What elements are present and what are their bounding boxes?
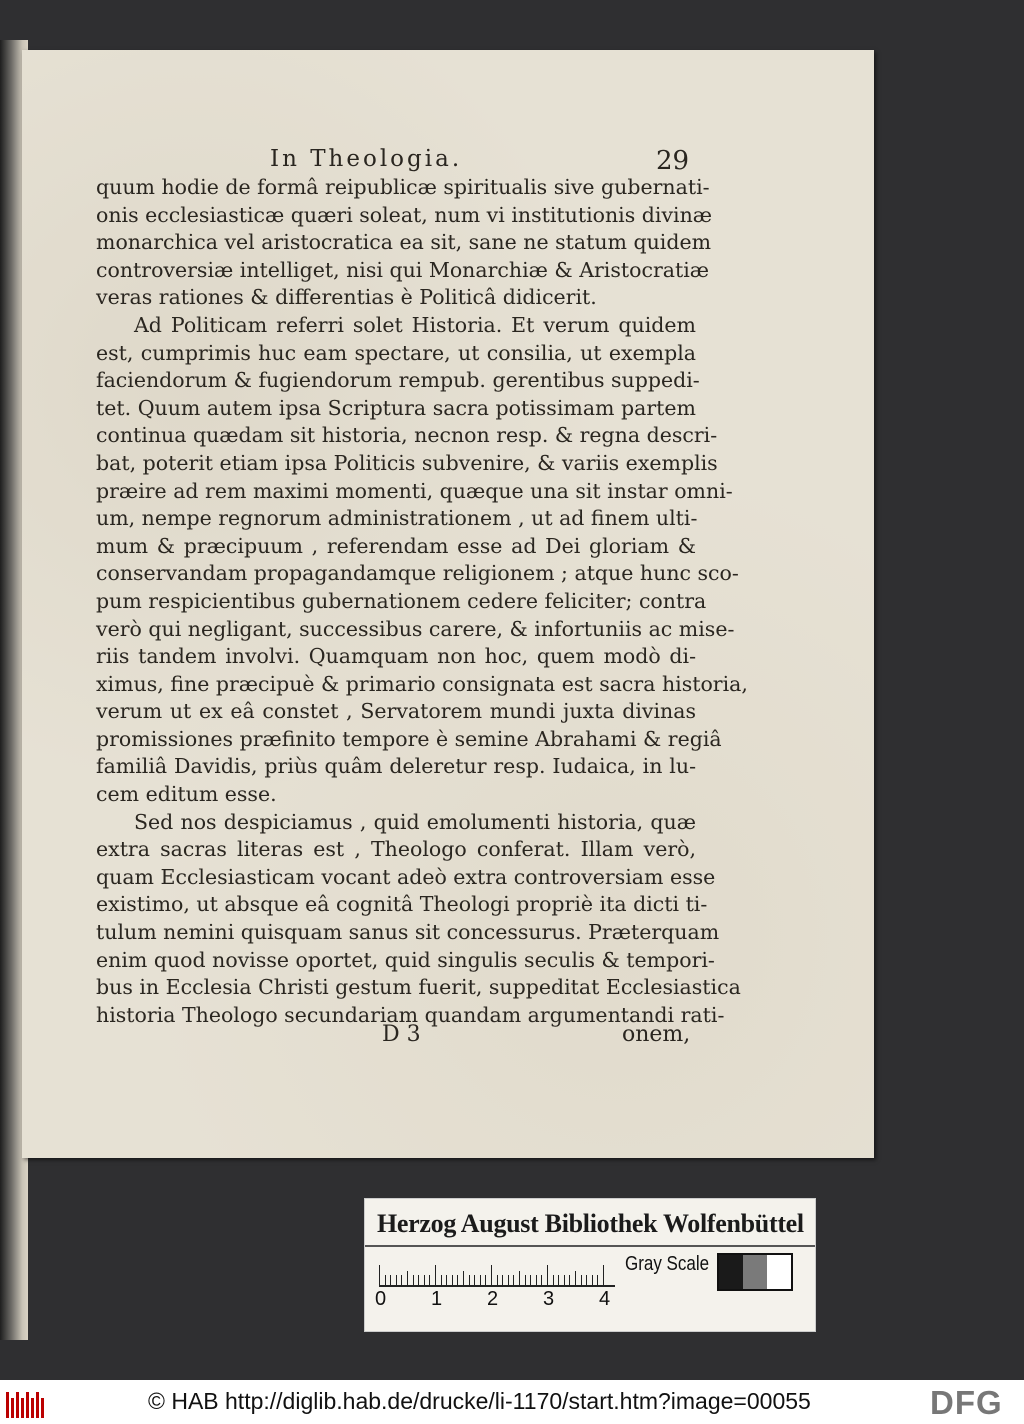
scale-tick xyxy=(564,1275,565,1287)
scale-tick xyxy=(508,1275,509,1287)
body-text xyxy=(96,174,748,1029)
gray-swatch xyxy=(743,1255,767,1289)
page-footer xyxy=(0,1022,1024,1052)
scale-tick xyxy=(519,1271,520,1287)
scale-tick xyxy=(497,1275,498,1287)
scale-tick xyxy=(418,1275,419,1287)
scale-tick xyxy=(390,1275,391,1287)
text-line: bat, poterit etiam ipsa Politicis subvenire, & variis exemplis xyxy=(96,450,718,475)
scale-tick xyxy=(558,1275,559,1287)
text-line: præire ad rem maximi momenti, quæque una sit instar omni- xyxy=(96,478,733,503)
running-head-title: In Theologia. xyxy=(270,146,463,172)
scale-tick xyxy=(480,1275,481,1287)
text-line: pum respicientibus gubernationem cedere feliciter; contra xyxy=(96,588,707,613)
scale-tick xyxy=(569,1275,570,1287)
scale-tick xyxy=(429,1275,430,1287)
text-line: riis tandem involvi. Quamquam non hoc, quem modò di- xyxy=(96,644,696,669)
label-rule xyxy=(365,1245,815,1247)
text-line: historia Theologo secundariam quandam argumentandi rati- xyxy=(96,1002,725,1027)
scale-number: 1 xyxy=(431,1288,443,1310)
catchword: onem, xyxy=(622,1022,691,1047)
text-line: promissiones præfinito tempore è semine Abrahami & regiâ xyxy=(96,726,722,751)
logo-bar xyxy=(11,1398,14,1418)
signature-mark: D 3 xyxy=(382,1022,421,1047)
logo-bar xyxy=(36,1392,39,1418)
text-line: familiâ Davidis, priùs quâm deleretur resp. Iudaica, in lu- xyxy=(96,754,696,779)
scale-tick xyxy=(452,1275,453,1287)
text-line: controversiæ intelliget, nisi qui Monarchiæ & Aristocratiæ xyxy=(96,257,710,282)
text-line: um, nempe regnorum administrationem , ut ad finem ulti- xyxy=(96,506,698,531)
text-line: tet. Quum autem ipsa Scriptura sacra potissimam partem xyxy=(96,395,696,420)
text-line: mum & præcipuum , referendam esse ad Dei gloriam & xyxy=(96,533,696,558)
scale-tick xyxy=(553,1275,554,1287)
scale-tick xyxy=(474,1275,475,1287)
scale-tick xyxy=(379,1265,380,1287)
scale-tick xyxy=(597,1275,598,1287)
scale-tick xyxy=(385,1275,386,1287)
scale-tick xyxy=(407,1271,408,1287)
scale-tick xyxy=(586,1275,587,1287)
scale-tick xyxy=(424,1275,425,1287)
scale-tick xyxy=(525,1275,526,1287)
scale-tick xyxy=(592,1275,593,1287)
text-line: quam Ecclesiasticam vocant adeò extra controversiam esse xyxy=(96,864,716,889)
scale-number: 0 xyxy=(375,1288,387,1310)
running-head xyxy=(0,146,1024,176)
text-line: extra sacras literas est , Theologo conferat. Illam verò, xyxy=(96,837,696,862)
scale-tick xyxy=(541,1275,542,1287)
text-line: ximus, fine præcipuè & primario consignata est sacra historia, xyxy=(96,671,748,696)
text-line: existimo, ut absque eâ cognitâ Theologi propriè ita dicti ti- xyxy=(96,892,708,917)
scale-tick xyxy=(513,1275,514,1287)
scale-tick xyxy=(530,1275,531,1287)
scale-tick xyxy=(491,1265,492,1287)
text-line: Sed nos despiciamus , quid emolumenti historia, quæ xyxy=(134,809,696,834)
hab-logo-icon xyxy=(6,1388,44,1418)
scale-tick xyxy=(446,1275,447,1287)
scale-tick xyxy=(435,1265,436,1287)
text-line: continua quædam sit historia, necnon resp. & regna descri- xyxy=(96,423,718,448)
text-line: Ad Politicam referri solet Historia. Et verum quidem xyxy=(134,312,696,337)
text-line: conservandam propagandamque religionem ; atque hunc sco- xyxy=(96,561,739,586)
logo-bar xyxy=(16,1392,19,1418)
logo-bar xyxy=(31,1398,34,1418)
logo-bar xyxy=(41,1398,44,1418)
scale-tick xyxy=(581,1275,582,1287)
text-line: quum hodie de formâ reipublicæ spiritualis sive gubernati- xyxy=(96,175,710,199)
scale-tick xyxy=(575,1271,576,1287)
scale-tick xyxy=(536,1275,537,1287)
text-line: bus in Ecclesia Christi gestum fuerit, suppeditat Ecclesiastica xyxy=(96,975,741,1000)
scale-tick xyxy=(441,1275,442,1287)
scale-number: 3 xyxy=(543,1288,555,1310)
gray-scale-swatches xyxy=(717,1253,793,1291)
scale-number: 2 xyxy=(487,1288,499,1310)
text-line: veras rationes & differentias è Politicâ didicerit. xyxy=(96,285,597,310)
scale-tick xyxy=(463,1271,464,1287)
scale-tick xyxy=(547,1265,548,1287)
bottom-bar xyxy=(0,1380,1024,1424)
scale-tick xyxy=(502,1275,503,1287)
page-number: 29 xyxy=(656,146,690,176)
credit-text: © HAB http://diglib.hab.de/drucke/li-1170/start.htm?image=00055 xyxy=(148,1388,811,1414)
logo-bar xyxy=(6,1392,9,1418)
gray-swatch xyxy=(719,1255,743,1289)
gray-scale-text: Gray Scale xyxy=(625,1253,710,1275)
library-name: Herzog August Bibliothek Wolfenbüttel xyxy=(377,1209,804,1238)
text-line: onis ecclesiasticæ quæri soleat, num vi institutionis divinæ xyxy=(96,202,713,227)
text-line: tulum nemini quisquam sanus sit concessurus. Præterquam xyxy=(96,920,720,945)
logo-bar xyxy=(26,1392,29,1418)
scale-tick xyxy=(413,1275,414,1287)
scale-tick xyxy=(469,1275,470,1287)
text-line: monarchica vel aristocratica ea sit, sane ne statum quidem xyxy=(96,230,712,255)
gray-swatch xyxy=(767,1255,791,1289)
text-line: est, cumprimis huc eam spectare, ut consilia, ut exempla xyxy=(96,340,696,365)
scale-tick xyxy=(603,1265,604,1287)
text-line: cem editum esse. xyxy=(96,782,277,807)
scale-number: 4 xyxy=(599,1288,611,1310)
text-line: verò qui negligant, successibus carere, & infortuniis ac mise- xyxy=(96,616,735,641)
text-line: faciendorum & fugiendorum rempub. gerentibus suppedi- xyxy=(96,368,700,393)
scale-tick xyxy=(485,1275,486,1287)
library-label xyxy=(364,1198,816,1332)
text-line: enim quod novisse oportet, quid singulis seculis & tempori- xyxy=(96,947,715,972)
scale-tick xyxy=(401,1275,402,1287)
scale-tick xyxy=(396,1275,397,1287)
scale-tick xyxy=(457,1275,458,1287)
dfg-logo: DFG xyxy=(930,1384,1003,1421)
logo-bar xyxy=(21,1398,24,1418)
text-line: verum ut ex eâ constet , Servatorem mundi juxta divinas xyxy=(96,699,696,724)
